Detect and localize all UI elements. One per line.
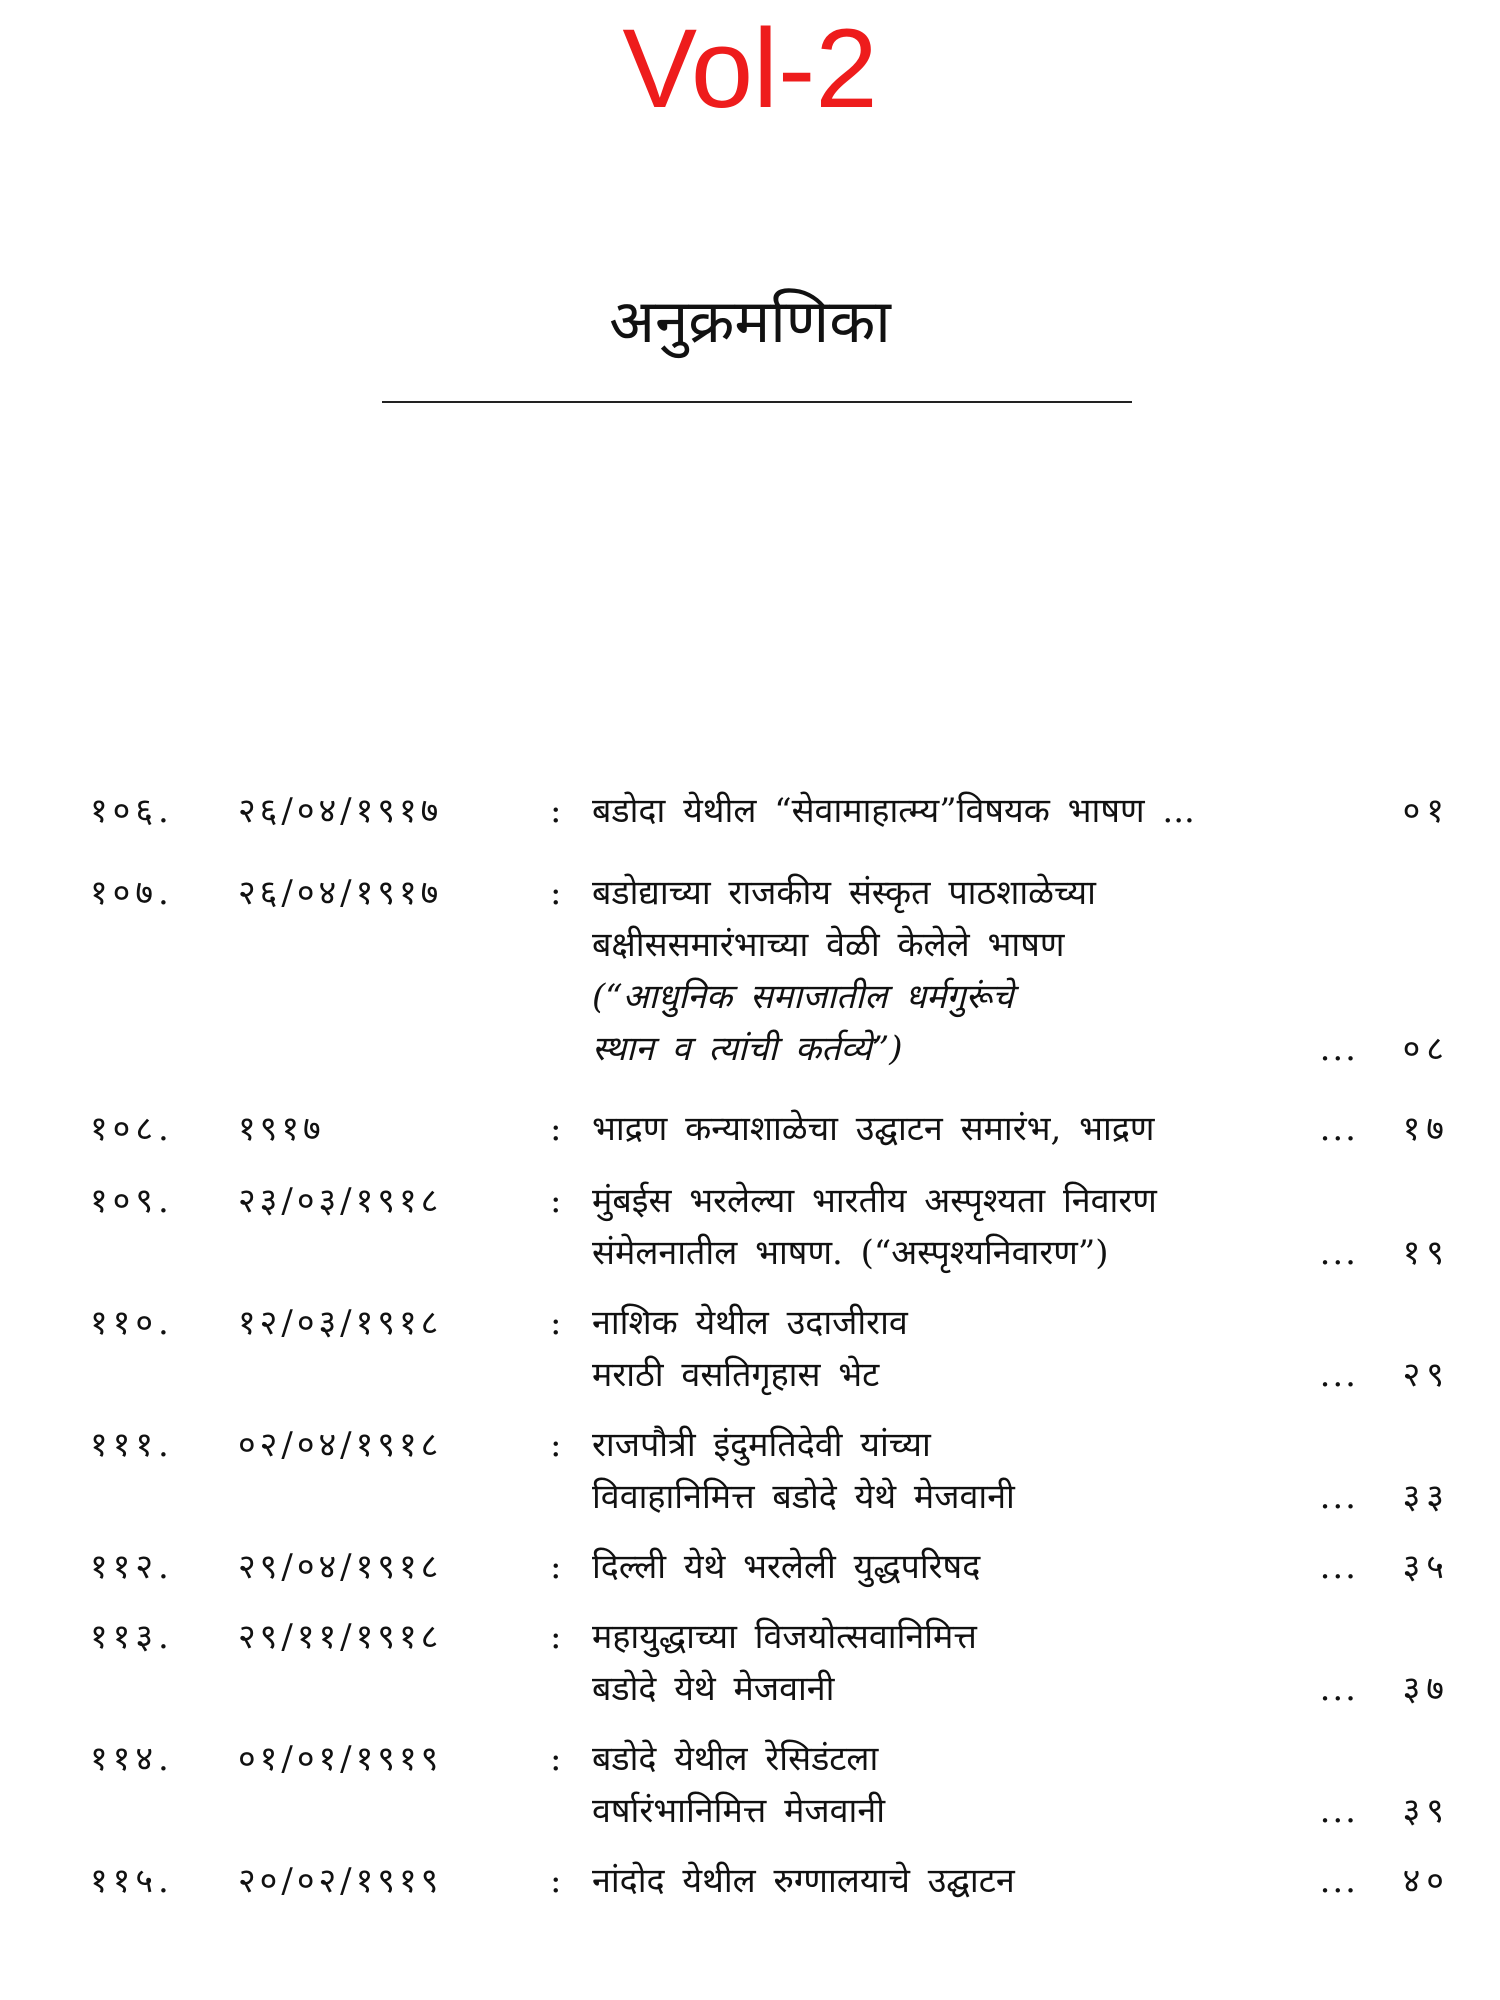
entry-number: ११४. [90,1739,174,1779]
entry-page-number: १७ [1402,1109,1450,1149]
entry-title-line: संमेलनातील भाषण. (“अस्पृश्यनिवारण”) [592,1233,1109,1273]
entry-title-line: बडोदे येथे मेजवानी [592,1669,835,1709]
entry-title [592,1855,1352,1907]
entry-separator: : [550,1547,562,1587]
entry-date: २६/०४/१९१७ [238,791,443,831]
toc-entry [90,867,1450,1075]
entry-page-number: ४० [1402,1861,1450,1901]
entry-date: १२/०३/१९१८ [238,1303,443,1343]
entry-leader-dots: ... [1319,1669,1358,1709]
entry-title-line: बडोदे येथील रेसिडंटला [592,1739,879,1779]
toc-entry [90,1297,1450,1401]
entry-leader-dots: ... [1319,1791,1358,1831]
heading-divider [382,401,1132,403]
entry-leader-dots: ... [1319,1355,1358,1395]
entry-title-line: नाशिक येथील उदाजीराव [592,1303,908,1343]
entry-date: २३/०३/१९१८ [238,1181,443,1221]
entry-date: २९/०४/१९१८ [238,1547,443,1587]
entry-leader-dots: ... [1319,1233,1358,1273]
entry-number: ११५. [90,1861,174,1901]
entry-number: ११३. [90,1617,174,1657]
entry-page-number: ३९ [1402,1791,1450,1831]
entry-page-number: २९ [1402,1355,1450,1395]
table-of-contents [90,785,1450,1907]
entry-number: ११०. [90,1303,174,1343]
toc-entry [90,1611,1450,1715]
entry-number: १०६. [90,791,174,831]
toc-entry [90,1175,1450,1279]
entry-separator: : [550,873,562,913]
entry-title-line: वर्षारंभानिमित्त मेजवानी [592,1791,886,1831]
entry-leader-dots: ... [1319,1029,1358,1069]
entry-title-line: नांदोद येथील रुग्णालयाचे उद्घाटन [592,1861,1015,1901]
entry-page-number: १९ [1402,1233,1450,1273]
entry-title-line: मुंबईस भरलेल्या भारतीय अस्पृश्यता निवारण [592,1181,1157,1221]
toc-entry [90,785,1450,837]
toc-entry [90,1103,1450,1155]
entry-title [592,1103,1352,1155]
entry-separator: : [550,1861,562,1901]
entry-title-line: बडोद्याच्या राजकीय संस्कृत पाठशाळेच्या [592,873,1096,913]
entry-title-line: बडोदा येथील “सेवामाहात्म्य”विषयक भाषण ... [592,791,1195,831]
entry-title [592,1611,1352,1715]
entry-leader-dots: ... [1319,1477,1358,1517]
entry-separator: : [550,1617,562,1657]
entry-number: १०८. [90,1109,174,1149]
entry-title-line: स्थान व त्यांची कर्तव्ये”) [592,1029,903,1069]
page-title: अनुक्रमणिका [609,287,891,357]
volume-label: Vol-2 [622,6,878,131]
entry-title-line: मराठी वसतिगृहास भेट [592,1355,880,1395]
entry-separator: : [550,1109,562,1149]
toc-entry [90,1419,1450,1523]
entry-date: २९/११/१९१८ [238,1617,443,1657]
entry-page-number: ३५ [1402,1547,1450,1587]
entry-title-line: राजपौत्री इंदुमतिदेवी यांच्या [592,1425,931,1465]
entry-number: १०९. [90,1181,174,1221]
entry-page-number: ०८ [1402,1029,1450,1069]
entry-page-number: ३७ [1402,1669,1450,1709]
entry-leader-dots: ... [1319,1109,1358,1149]
entry-title-line: महायुद्धाच्या विजयोत्सवानिमित्त [592,1617,977,1657]
entry-title [592,785,1352,837]
entry-separator: : [550,1303,562,1343]
entry-title [592,1175,1352,1279]
entry-title [592,1297,1352,1401]
entry-title-line: विवाहानिमित्त बडोदे येथे मेजवानी [592,1477,1015,1517]
entry-title [592,867,1352,1075]
entry-page-number: ०१ [1402,791,1450,831]
toc-entry [90,1733,1450,1837]
entry-number: १११. [90,1425,174,1465]
entry-page-number: ३३ [1402,1477,1450,1517]
entry-title [592,1419,1352,1523]
entry-date: २०/०२/१९१९ [238,1861,443,1901]
entry-date: १९१७ [238,1109,325,1149]
entry-separator: : [550,1739,562,1779]
entry-date: २६/०४/१९१७ [238,873,443,913]
entry-title [592,1541,1352,1593]
entry-title-line: भाद्रण कन्याशाळेचा उद्घाटन समारंभ, भाद्रण [592,1109,1155,1149]
entry-number: ११२. [90,1547,174,1587]
entry-date: ०२/०४/१९१८ [238,1425,443,1465]
entry-separator: : [550,1181,562,1221]
entry-leader-dots: ... [1319,1861,1358,1901]
entry-separator: : [550,1425,562,1465]
entry-title-line: बक्षीससमारंभाच्या वेळी केलेले भाषण [592,925,1065,965]
entry-separator: : [550,791,562,831]
entry-title-line: (“आधुनिक समाजातील धर्मगुरूंचे [592,977,1014,1017]
entry-date: ०१/०१/१९१९ [238,1739,443,1779]
entry-title [592,1733,1352,1837]
toc-entry [90,1855,1450,1907]
entry-leader-dots: ... [1319,1547,1358,1587]
entry-title-line: दिल्ली येथे भरलेली युद्धपरिषद [592,1547,981,1587]
entry-number: १०७. [90,873,174,913]
toc-entry [90,1541,1450,1593]
